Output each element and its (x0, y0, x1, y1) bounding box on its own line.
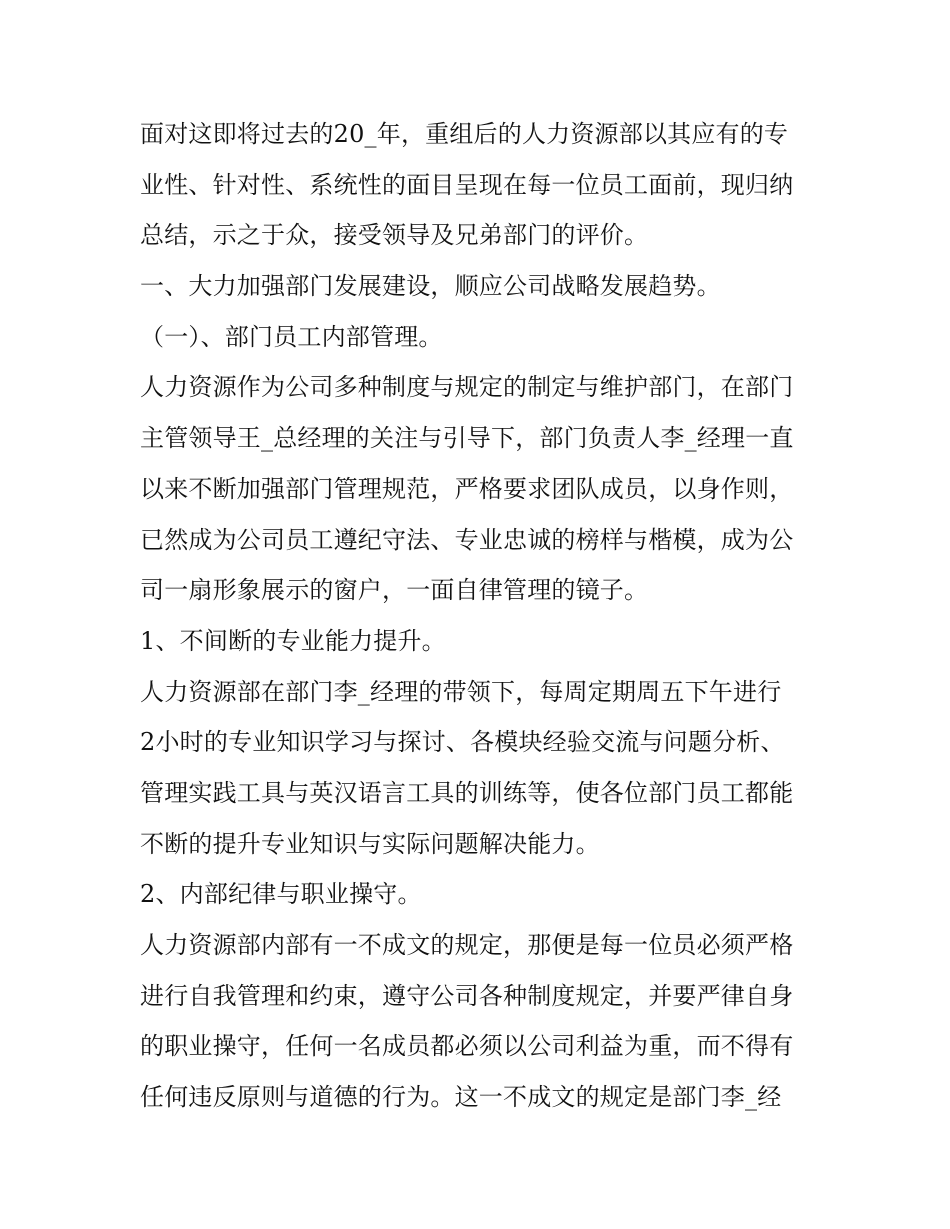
text-line: 不断的提升专业知识与实际问题解决能力。 (140, 829, 600, 858)
document-body (140, 109, 820, 1123)
text-line: 的职业操守，任何一名成员都必须以公司利益为重，而不得有 (140, 1032, 794, 1061)
text-line: 进行自我管理和约束，遵守公司各种制度规定，并要严律自身 (140, 981, 794, 1010)
text-line: 业性、针对性、系统性的面目呈现在每一位员工面前，现归纳 (140, 170, 794, 199)
subsection-heading: （一）、部门员工内部管理。 (140, 322, 443, 351)
text-line: 总结，示之于众，接受领导及兄弟部门的评价。 (140, 221, 649, 250)
text-line: 人力资源部内部有一不成文的规定，那便是每一位员必须严格 (140, 931, 794, 959)
item-heading: 1、不间断的专业能力提升。 (140, 626, 446, 655)
text-line: 任何违反原则与道德的行为。这一不成文的规定是部门李_经 (140, 1083, 782, 1112)
text-line: 人力资源部在部门李_经理的带领下，每周定期周五下午进行 (140, 677, 782, 706)
item-heading: 2、内部纪律与职业操守。 (140, 880, 422, 909)
text-line: 2小时的专业知识学习与探讨、各模块经验交流与问题分析、 (140, 728, 785, 757)
text-line: 司一扇形象展示的窗户，一面自律管理的镜子。 (140, 576, 649, 605)
text-line: 管理实践工具与英汉语言工具的训练等，使各位部门员工都能 (140, 778, 794, 807)
text-line: 以来不断加强部门管理规范，严格要求团队成员，以身作则， (140, 474, 794, 503)
text-line: 面对这即将过去的20_年，重组后的人力资源部以其应有的专 (140, 120, 789, 148)
text-line: 已然成为公司员工遵纪守法、专业忠诚的榜样与楷模，成为公 (140, 525, 794, 554)
text-line: 人力资源作为公司多种制度与规定的制定与维护部门，在部门 (140, 373, 794, 402)
section-heading: 一、大力加强部门发展建设，顺应公司战略发展趋势。 (140, 272, 721, 301)
text-line: 主管领导王_总经理的关注与引导下，部门负责人李_经理一直 (140, 424, 794, 453)
